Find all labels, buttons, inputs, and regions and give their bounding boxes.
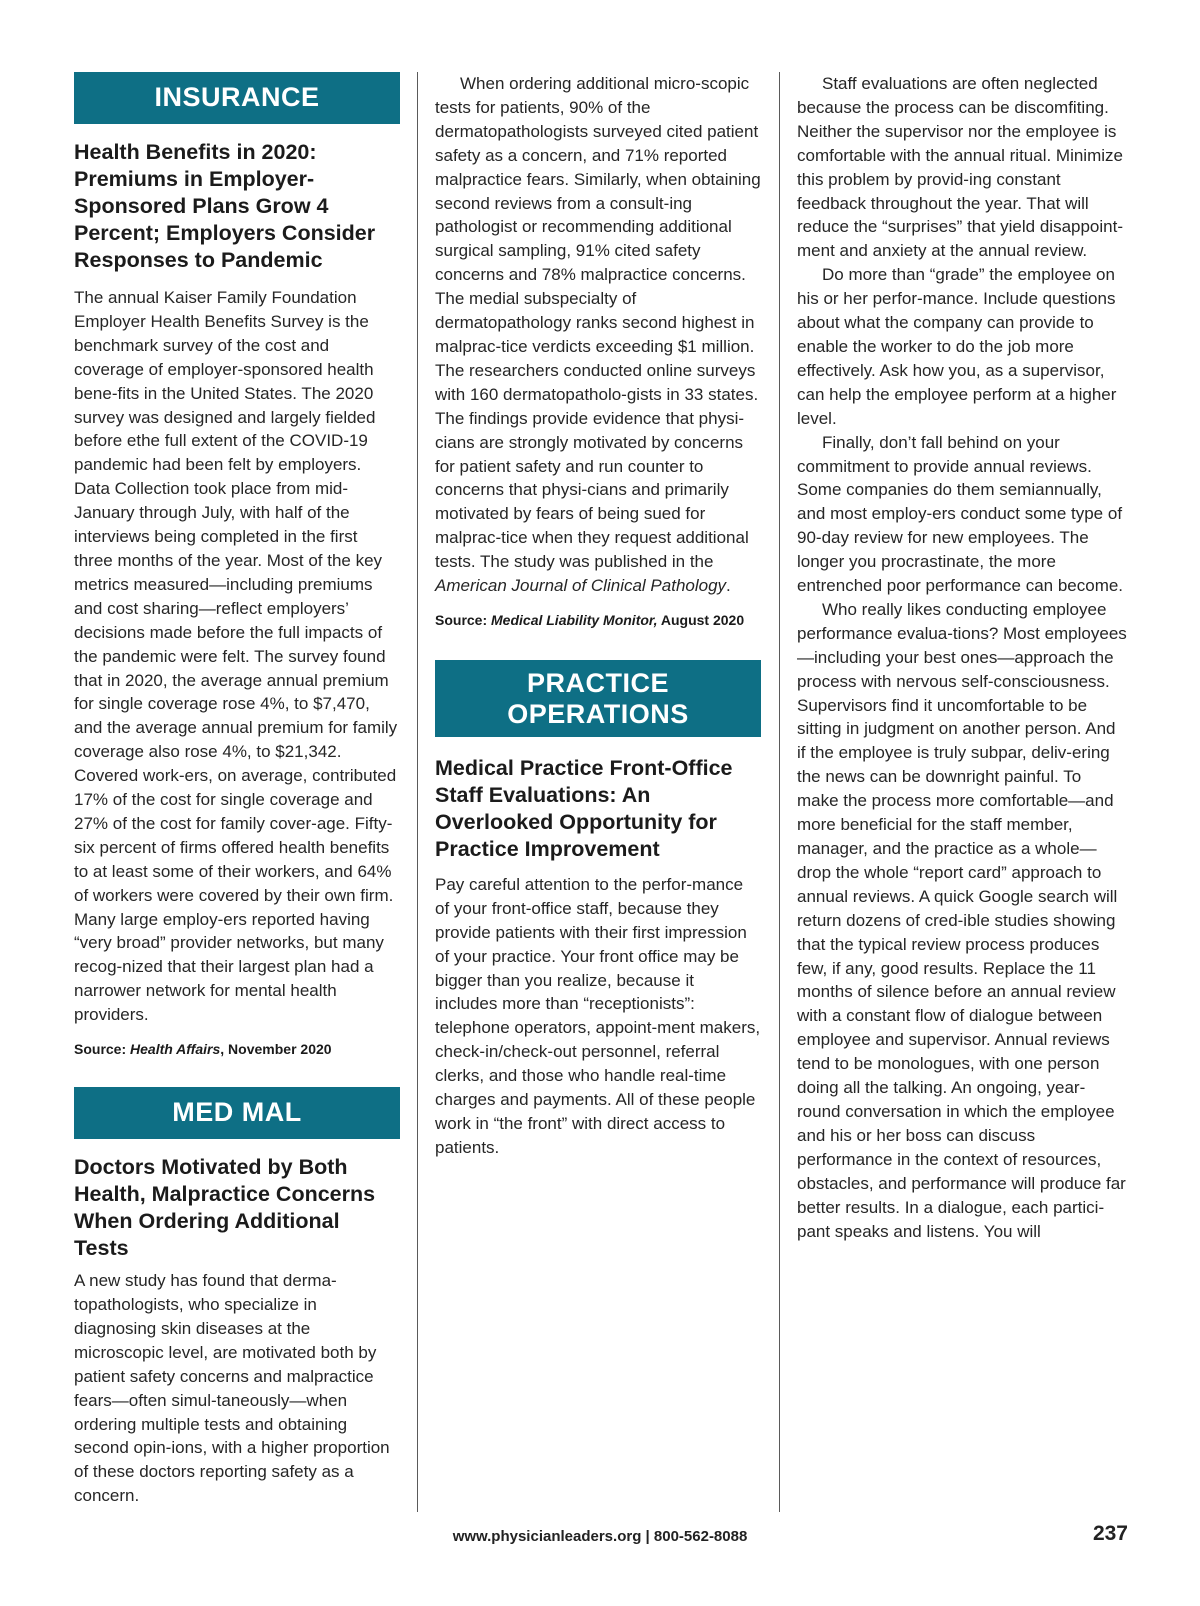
page-number: 237 <box>1092 1522 1128 1545</box>
column-divider <box>779 72 780 1512</box>
insurance-banner: INSURANCE <box>74 72 400 124</box>
source-label: Source: <box>74 1041 127 1058</box>
column-2 <box>435 72 761 1160</box>
practice-body-cont <box>797 72 1127 1243</box>
medmal-body-start <box>74 1269 400 1508</box>
practice-paragraph-5: Who really likes conducting employee performance evalua-tions? Most employees—including your best ones—approach the process with nervous self-consciousness. Supervisors find it uncomfortable to be sitting in judgment on another person. And if the employee is truly subpar, deliv-ering the news can be downright painful. To make the process more comfortable—and more beneficial for the staff member, manager, and the practice as a whole—drop the whole “report card” approach to annual reviews. A quick Google search will return dozens of cred-ible studies showing that the typical review process produces few, if any, good results. Replace the 11 months of silence before an annual review with a constant flow of dialogue between employee and supervisor. Annual reviews tend to be monologues, with one person doing all the talking. An ongoing, year-round conversation in which the employee and his or her boss can discuss performance in the context of resources, obstacles, and performance will produce far better results. In a dialogue, each partici-pant speaks and listens. You will <box>797 599 1127 1241</box>
medmal-headline: Doctors Motivated by Both Health, Malpractice Concerns When Ordering Additional Tests <box>74 1155 376 1261</box>
practice-paragraph-4: Finally, don’t fall behind on your commitment to provide annual reviews. Some companies do them semiannually, and most employ-ers conduct some type of 90-day review for new employees. The longer you procrastinate, the more entrenched poor performance can become. <box>797 432 1124 596</box>
practice-body-start <box>435 873 761 1160</box>
insurance-paragraph: The annual Kaiser Family Foundation Employer Health Benefits Survey is the benchmark survey of the cost and coverage of employer-sponsored health bene-fits in the United States. The 2020 survey was designed and largely fielded before ethe full extent of the COVID-19 pandemic had been felt by employers. Data Collection took place from mid-January through July, with half of the interviews being completed in the first three months of the year. Most of the key metrics measured—including premiums and cost sharing—reflect employers’ decisions made before the full impacts of the pandemic were felt. The survey found that in 2020, the average annual premium for single coverage rose 4%, to $7,470, and the average annual premium for family coverage also rose 4%, to $21,342. Covered work-ers, on average, contributed 17% of the cost for single coverage and 27% of the cost for family cover-age. Fifty-six percent of firms offered health benefits to at least some of their workers, and 64% of workers were covered by their own firm. Many large employ-ers reported having “very broad” provider networks, but many recog-nized that their largest plan had a narrower network for mental health providers. <box>74 288 398 1025</box>
column-1 <box>74 72 400 1508</box>
source-date: , November 2020 <box>220 1041 332 1058</box>
source-date: August 2020 <box>657 611 745 628</box>
practice-paragraph-2: Staff evaluations are often neglected because the process can be discomfiting. Neither the supervisor nor the employee is comfortable with the annual ritual. Minimize this problem by provid-ing constant feedback throughout the year. That will reduce the “surprises” that yield disappoint-ment and anxiety at the annual review. <box>797 74 1123 261</box>
footer-contact: www.physicianleaders.org | 800-562-8088 <box>452 1528 748 1545</box>
source-publication: Medical Liability Monitor, <box>491 611 658 628</box>
medmal-body-cont <box>435 72 761 598</box>
column-3 <box>797 72 1127 1243</box>
column-divider <box>417 72 418 1512</box>
medmal-banner: MED MAL <box>74 1087 400 1139</box>
practice-operations-banner: PRACTICE OPERATIONS <box>435 660 761 737</box>
practice-paragraph-3: Do more than “grade” the employee on his or her perfor-mance. Include questions about what the company can provide to enable the worker to do the job more effectively. Ask how you, as a supervisor, can help the employee perform at a higher level. <box>797 265 1117 428</box>
practice-paragraph-1: Pay careful attention to the perfor-mance of your front-office staff, because they provide patients with their first impression of your practice. Your front office may be bigger than you realize, because it includes more than “receptionists”: telephone operators, appoint-ment makers, check-in/check-out personnel, referral clerks, and those who handle real-time charges and payments. All of these people work in “the front” with direct access to patients. <box>435 874 761 1157</box>
insurance-source <box>74 1039 400 1059</box>
insurance-headline: Health Benefits in 2020: Premiums in Employer-Sponsored Plans Grow 4 Percent; Employers Consider Responses to Pandemic <box>74 140 376 272</box>
practice-headline: Medical Practice Front-Office Staff Evaluations: An Overlooked Opportunity for Practice Improvement <box>435 755 733 861</box>
medmal-source <box>435 610 761 630</box>
medmal-paragraph-1: A new study has found that derma-topathologists, who specialize in diagnosing skin diseases at the microscopic level, are motivated both by patient safety concerns and malpractice fears—often simul-taneously—when ordering multiple tests and obtaining second opin-ions, with a higher proportion of these doctors reporting safety as a concern. <box>74 1271 390 1506</box>
medmal-paragraph-2: When ordering additional micro-scopic tests for patients, 90% of the dermatopathologists surveyed cited patient safety as a concern, and 71% reported malpractice fears. Similarly, when obtaining second reviews from a consult-ing pathologist or recommending additional surgical sampling, 91% cited safety concerns and 78% malpractice concerns. The medial subspecialty of dermatopathology ranks second highest in malprac-tice verdicts exceeding $1 million. The researchers conducted online surveys with 160 dermatopatholo-gists in 33 states. The findings provide evidence that physi-cians are strongly motivated by concerns for patient safety and run counter to concerns that physi-cians and primarily motivated by fears of being sued for malprac-tice when they request additional tests. The study was published in the American Journal of Clinical Pathology. <box>435 74 761 596</box>
journal-name: American Journal of Clinical Pathology <box>435 576 727 596</box>
source-publication: Health Affairs <box>130 1041 221 1058</box>
source-label: Source: <box>435 611 488 628</box>
insurance-body <box>74 286 400 1027</box>
